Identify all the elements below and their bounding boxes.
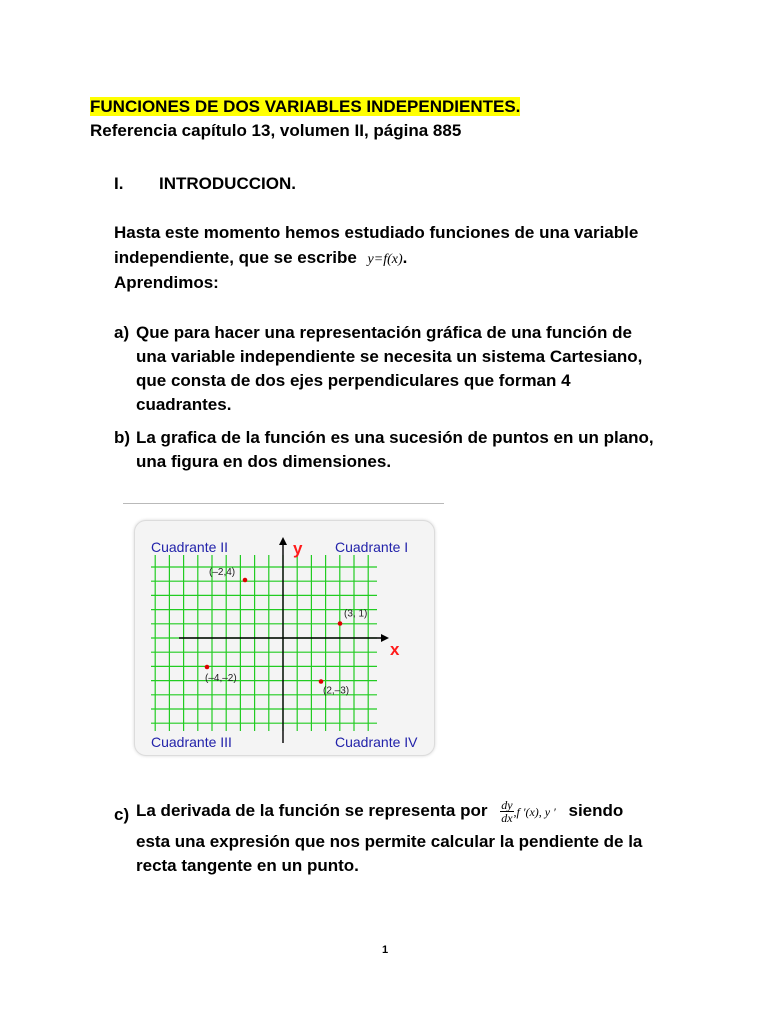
cartesian-figure: [134, 520, 435, 756]
derivative-notation: ,f ′(x), y ′: [513, 805, 556, 819]
learned-label: Aprendimos:: [114, 273, 219, 292]
title-highlight: FUNCIONES DE DOS VARIABLES INDEPENDIENTES.: [90, 97, 521, 116]
quadrant-1-label: Cuadrante I: [335, 539, 409, 555]
fraction-denominator: dx: [501, 811, 513, 826]
list-item-line: una variable independiente se necesita un sistema Cartesiano,: [136, 347, 643, 366]
derivative-fraction: [500, 799, 513, 824]
list-item-line: una figura en dos dimensiones.: [136, 452, 392, 471]
list-item-line: que consta de dos ejes perpendiculares que forman 4: [136, 371, 571, 390]
list-item-label: c): [114, 805, 130, 824]
data-point: [338, 621, 343, 626]
plotted-points: [205, 567, 368, 697]
data-point-label: (–4,–2): [205, 673, 237, 684]
list-item-text: [136, 321, 676, 417]
page-number: 1: [382, 944, 389, 956]
quadrant-4-label: Cuadrante IV: [335, 734, 418, 750]
list-item-text: [136, 426, 676, 474]
list-item-b: [114, 426, 674, 476]
list-item-label: b): [114, 428, 131, 447]
list-item-line: recta tangente en un punto.: [136, 856, 359, 875]
list-item-line: La grafica de la función es una sucesión de puntos en un plano,: [136, 428, 654, 447]
y-axis-arrow: [279, 537, 287, 545]
list-item-line: cuadrantes.: [136, 395, 232, 414]
reference-line: Referencia capítulo 13, volumen II, página 885: [90, 121, 462, 140]
list-item-line: esta una expresión que nos permite calcular la pendiente de la: [136, 832, 643, 851]
list-item-a: [114, 321, 674, 421]
quadrant-3-label: Cuadrante III: [151, 734, 232, 750]
formula-y-fx: y=f(x): [367, 252, 403, 267]
list-item-text: [136, 794, 676, 878]
list-item-line: Que para hacer una representación gráfica de una función de: [136, 323, 632, 342]
data-point: [243, 578, 248, 583]
data-point: [319, 679, 324, 684]
intro-line-1: Hasta este momento hemos estudiado funciones de una variable: [114, 223, 639, 242]
grid-lines: [151, 555, 377, 731]
section-title: INTRODUCCION.: [159, 174, 296, 193]
y-axis-label: y: [293, 539, 303, 558]
cartesian-plane: [135, 521, 434, 755]
derivative-sentence-end: siendo: [568, 801, 624, 820]
list-item-label: a): [114, 323, 130, 342]
list-item-c: [114, 794, 674, 884]
data-point-label: (2,–3): [323, 685, 350, 697]
separator-line: [123, 503, 444, 504]
fraction-numerator: dy: [501, 798, 513, 813]
intro-line-2-period: .: [402, 248, 408, 267]
data-point-label: (3, 1): [344, 608, 368, 620]
derivative-sentence-start: La derivada de la función se representa por: [136, 801, 488, 820]
x-axis-label: x: [390, 640, 400, 659]
data-point-label: (–2,4): [209, 567, 236, 578]
intro-line-2-text: independiente, que se escribe: [114, 248, 357, 267]
document-title: [90, 95, 520, 119]
quadrant-2-label: Cuadrante II: [151, 539, 229, 555]
intro-line-2: [114, 246, 674, 272]
x-axis-arrow: [381, 634, 389, 642]
list-item-line: [136, 794, 676, 828]
section-number: I.: [114, 174, 124, 193]
data-point: [205, 665, 210, 670]
